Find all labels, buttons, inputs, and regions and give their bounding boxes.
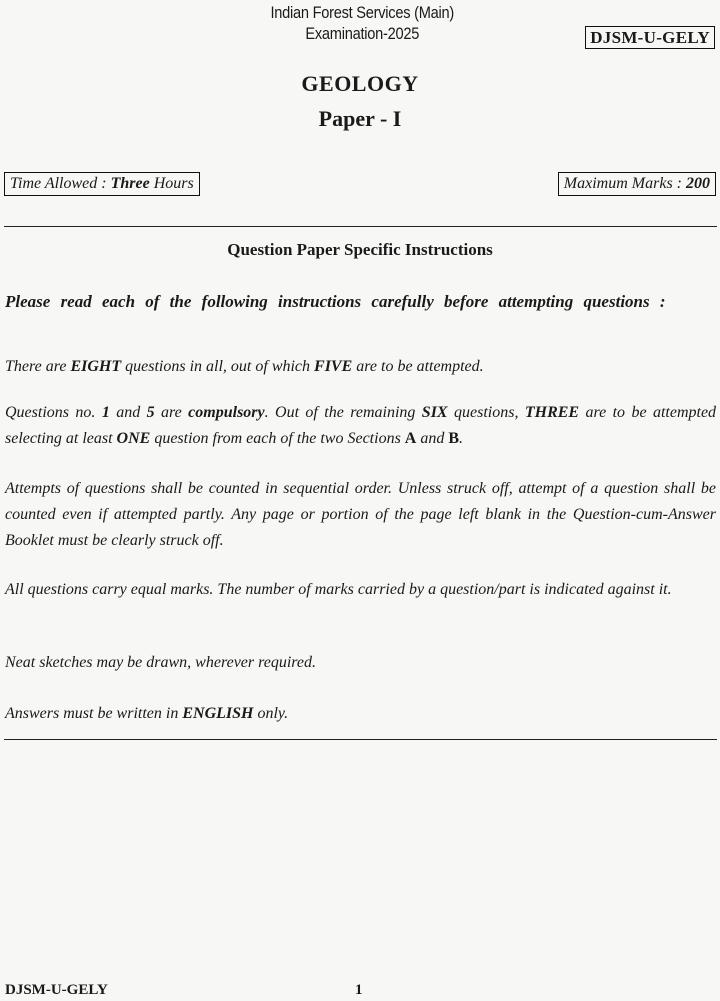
instruction-language: Answers must be written in ENGLISH only. [5,705,289,722]
top-divider [4,226,717,227]
marks-value: 200 [686,175,710,192]
instructions-lead: Please read each of the following instructions carefully before attempting questions : [5,292,666,311]
exam-header [53,2,672,44]
instructions-heading: Question Paper Specific Instructions [227,240,493,259]
exam-year: Examination-2025 [305,24,420,43]
instruction-compulsory: Questions no. 1 and 5 are compulsory. Out of the remaining SIX questions, THREE are to be attempted selecting at least ONE question from each of the two Sections A and B. [5,404,717,447]
instruction-question-count: There are EIGHT questions in all, out of which FIVE are to be attempted. [5,358,484,375]
maximum-marks-box [558,172,716,196]
bottom-divider [4,739,717,740]
instruction-sequential-order: Attempts of questions shall be counted in sequential order. Unless struck off, attempt of a question shall be counted even if attempted partly. Any page or portion of the page left blank in the Question-cum-Answer Booklet must be clearly struck off. [5,480,716,549]
exam-name: Indian Forest Services (Main) [270,3,454,22]
time-unit: Hours [149,175,194,192]
instruction-equal-marks: All questions carry equal marks. The number of marks carried by a question/part is indicated against it. [5,581,672,598]
paper-number: Paper - I [318,106,402,131]
marks-label: Maximum Marks : [563,175,686,192]
time-label: Time Allowed : [10,175,111,192]
time-allowed-box [4,172,200,196]
paper-code-badge: DJSM-U-GELY [585,26,715,49]
footer-paper-code: DJSM-U-GELY [5,982,108,998]
time-value: Three [110,175,150,192]
instruction-sketches: Neat sketches may be drawn, wherever required. [5,654,317,671]
subject-title: GEOLOGY [301,71,419,96]
page-number: 1 [355,982,363,998]
